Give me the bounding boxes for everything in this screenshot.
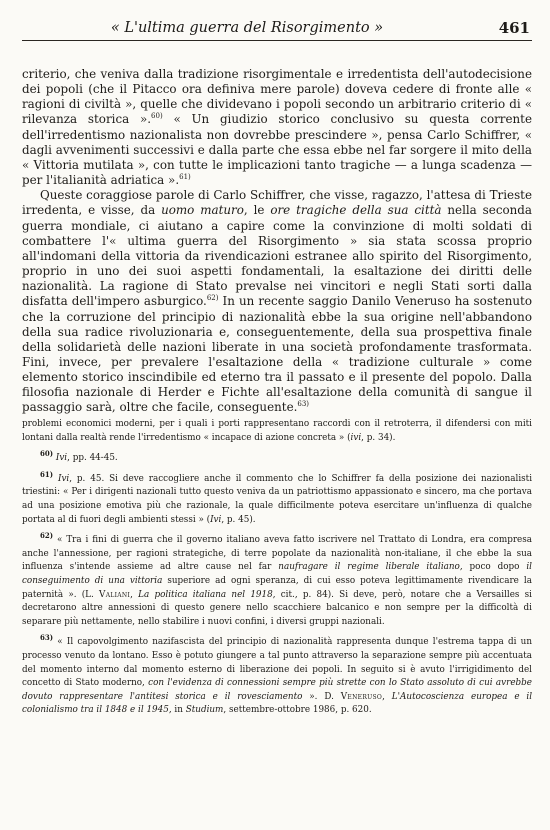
page-number: 461 [498,19,530,37]
footnote-61-ivi: Ivi [57,473,70,484]
footnote-62-number: 62) [40,531,54,541]
paragraph-2-text-c: nella seconda guerra mondiale, ci aiutano a capire come la convinzione di molti soldati di combattere l'« ultima guerra del Risorgimento » sia stata scossa proprio all'indomani della vittoria da rivendicazioni estranee allo spirito del Risorgimento, proprio in uno dei suoi aspetti fondamentali, la esaltazione dei diritti delle nazionalità. La ragione di Stato prevalse nei vincitori e negli Stati sorti dalla disfatta dell'impero asburgico. [22,203,532,309]
footnote-continuation [22,418,532,445]
footnote-62-text-e: , cit., p. 84). Si deve, però, notare che a Versailles si decretarono altre annessioni di questo genere nello scacchiere balcanico e non sempre per la difficoltà di separare più nettamente, nello stabilire i nuovi confini, i diversi gruppi nazionali. [22,589,532,627]
footnote-63-sep: , [382,691,392,702]
footnote-63-emphasis-1: con l'evidenza di connessioni sempre più strette con lo Stato assoluto di cui avrebbe dovuto rappresentare l'antitesi storica e il rovesciamento [22,678,532,702]
footnote-62-author: Valiani [99,589,131,600]
footnotes [22,418,532,718]
footnote-continuation-emphasis: ivi [350,432,362,443]
paragraph-2 [22,188,532,415]
paragraph-2-text-a: Queste coraggiose parole di Carlo Schiffrer, che visse, ragazzo, l'attesa di Trieste irredenta, e visse, da [22,188,532,218]
footnote-ref-62: 62) [206,294,219,303]
footnote-ref-63: 63) [297,400,310,409]
footnote-62-work-title: La politica italiana nel 1918 [138,589,273,600]
footnote-60-ivi: Ivi [55,453,68,464]
main-text [22,67,532,416]
footnote-63-author: Veneruso [340,691,383,702]
footnote-60 [22,449,532,466]
footnote-63 [22,633,533,718]
paragraph-2-emphasis-1: uomo maturo [161,203,244,218]
footnote-62-emphasis-1: naufragare il regime liberale italiano [278,562,460,573]
footnote-ref-61: 61) [179,173,191,182]
footnote-63-text-a: « Il capovolgimento nazifascista del principio di nazionalità rappresenta dunque l'estrema tappa di un processo venuto da lontano. Esso è potuto giungere a tal punto attraverso la separazione sempre più accentuata del momento interno dal momento esterno di liberazione dei popoli. In seguito si è avuto l'irrigidimento del concetto di Stato moderno, [22,637,532,689]
footnote-61-text: , p. 45. Si deve raccogliere anche il commento che lo Schiffrer fa della posizione dei nazionalisti triestini: « Per i dirigenti nazionali tutto questo veniva da un patriottismo appassionato e sincero, ma che portava ad una posizione emotiva più che razionale, la quale difficilmente poteva esercitare un'influenza di qualche portata al di fuori degli ambienti stessi » ( [22,473,533,525]
footnote-61-ivi-2: Ivi [210,514,222,525]
footnote-continuation-end: , p. 34). [361,432,396,443]
paragraph-2-emphasis-2: ore tragiche della sua città [270,203,442,218]
footnote-63-number: 63) [40,633,54,643]
footnote-continuation-text: problemi economici moderni, per i quali i porti rappresentano raccordi con il retroterra, il difendersi con miti lontani dalla realtà rende l'irredentismo « incapace di azione concreta » ( [22,419,532,443]
footnote-62 [22,531,533,629]
paragraph-1-text-a: criterio, che veniva dalla tradizione risorgimentale e irredentista dell'autodecisione dei popoli (che il Pitacco ora definiva mere parole) doveva cedere di fronte alle « ragioni di civiltà », quelle che dividevano i popoli secondo un arbitrario criterio di « rilevanza storica ». [22,67,532,127]
footnote-62-emphasis-2: il conseguimento di una vittoria [22,562,532,586]
footnote-62-sep: , [130,589,139,600]
footnote-63-text-e: , settembre-ottobre 1986, p. 620. [223,705,372,716]
footnote-60-text: , pp. 44-45. [67,453,118,464]
paragraph-2-text-b: , le [243,203,271,218]
footnote-61-number: 61) [40,469,54,479]
paragraph-1-text-b: « Un giudizio storico conclusivo su questa corrente dell'irredentismo nazionalista non dovrebbe prescindere », pensa Carlo Schiffrer, « dagli avvenimenti successivi e dalla parte che essa ebbe nel far sorgere il mito della « Vittoria mutilata », con tutte le implicazioni tanto tragiche — a lunga scadenza — per l'italianità adriatica ». [22,112,532,188]
footnote-63-work-title: L'Autocoscienza europea e il colonialismo tra il 1848 e il 1945 [22,691,533,716]
footnote-62-text-b: , poco dopo [459,562,527,573]
footnote-63-text-b: ». D. [302,691,341,702]
running-header [22,18,532,41]
paragraph-1 [22,67,532,188]
footnote-62-text-a: « Tra i fini di guerra che il governo italiano aveva fatto iscrivere nel Trattato di Londra, era compresa anche l'annessione, per ragioni strategiche, di terre popolate da nazionalità non-italiane, il che ebbe la sua influenza s'intende assieme ad altre cause nel far [22,535,533,573]
footnote-63-text-d: , in [168,705,186,716]
footnote-ref-60: 60) [151,112,163,121]
paragraph-2-text-d: In un recente saggio Danilo Veneruso ha sostenuto che la corruzione del principio di nazionalità ebbe la sua origine nell'abbandono della sua radice rivoluzionaria e, conseguentemente, della sua prospettiva finale della solidarietà delle nazioni liberate in una società profondamente trasformata. Fini, invece, per prevalere l'esaltazione della « tradizione culturale » come elemento storico inscindibile ed eterno tra il passato e il presente del popolo. Dalla filosofia nazionale di Herder e Fichte all'esaltazione della comunità di sangue il passaggio sarà, oltre che facile, conseguente. [22,294,532,415]
footnote-63-journal: Studium [185,705,224,716]
footnote-62-text-c: superiore ad ogni speranza, di cui esso poteva legittimamente rivendicare la paternità ». (L. [22,575,532,600]
footnote-61 [22,469,533,527]
footnote-61-end: , p. 45). [221,514,256,525]
footnote-60-number: 60) [40,449,54,459]
running-title: « L'ultima guerra del Risorgimento » [110,20,384,36]
